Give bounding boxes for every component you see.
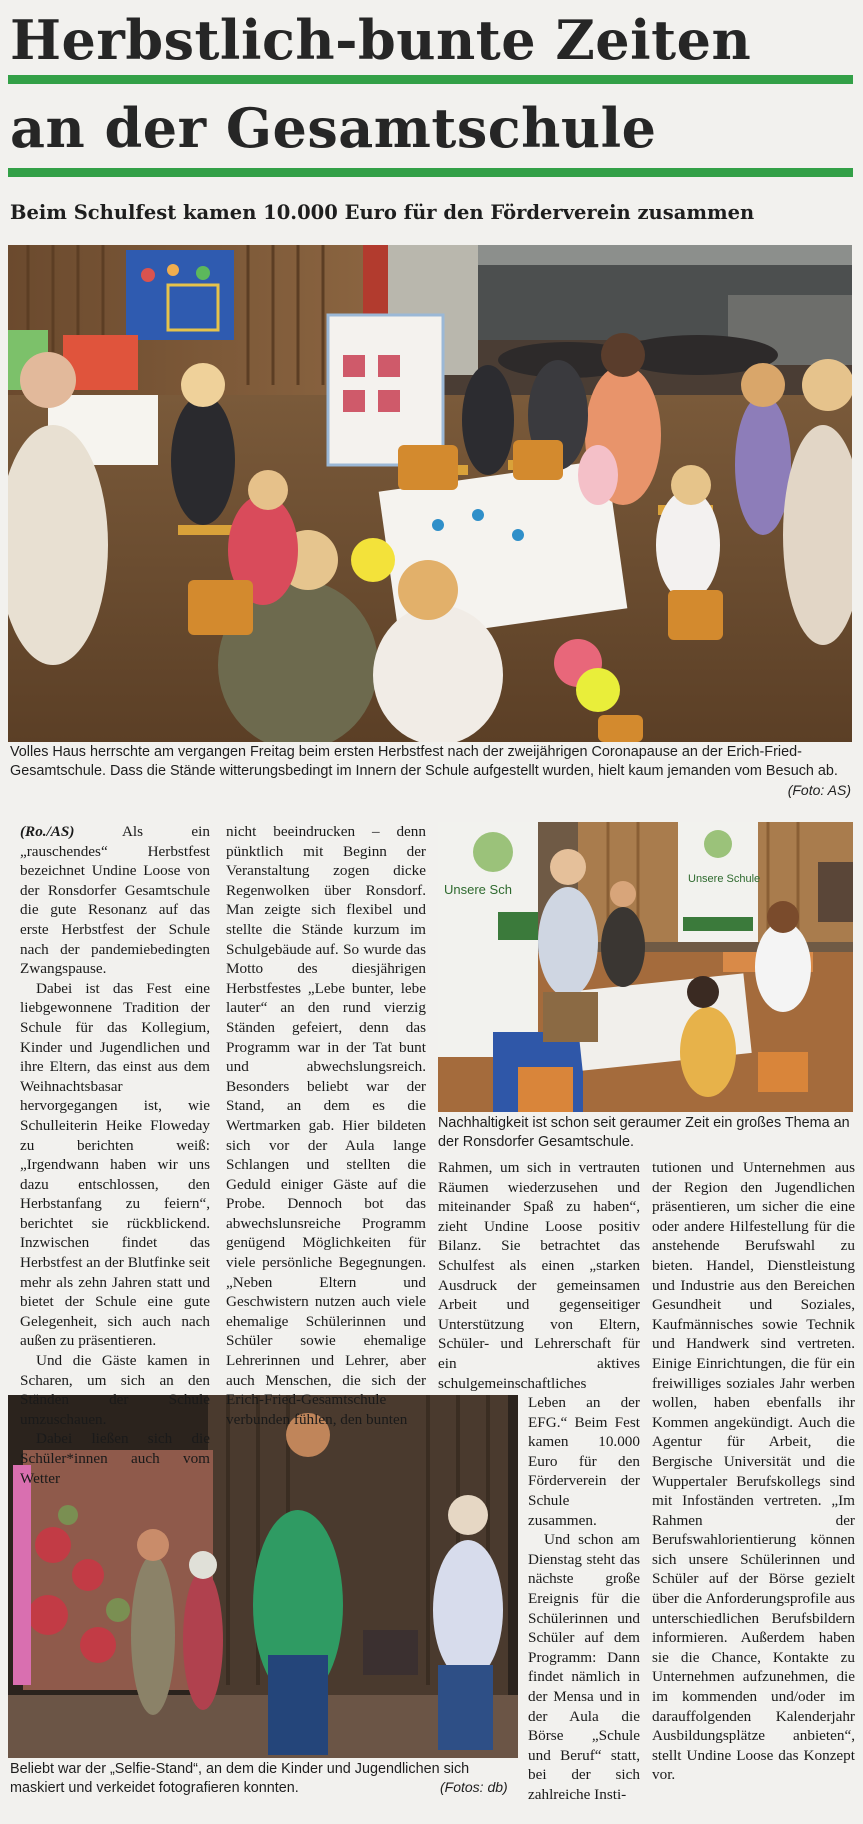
sustainability-stand-image [438,822,853,1112]
photo-festival-hall [8,245,852,742]
headline-line-2: an der Gesamtschule [10,96,657,160]
subheadline: Beim Schulfest kamen 10.000 Euro für den Förderverein zusammen [10,201,755,224]
article-col3-p2: Und schon am Dienstag steht das nächste große Ereignis für die Schülerinnen und Schüler auf dem Programm: Dann findet nämlich in der Mensa und in der Aula die Börse „Schule und Beruf“ statt, bei der sich zahlreiche Insti- [528,1531,640,1803]
article-dateline: (Ro./AS) [20,823,75,840]
article-column-4 [652,1158,855,1785]
article-col1-p4: Dabei ließen sich die Schüler*innen auch vom Wetter [20,1430,210,1487]
article-col1-p1: Als ein „rauschendes“ Herbstfest bezeichnet Undine Loose von der Ronsdorfer Gesamtschule die gute Resonanz auf das erste Herbstfest der Schule nach der pandemiebedingten Zwangspause. [20,823,210,978]
headline-line-1: Herbstlich-bunte Zeiten [10,8,752,72]
photo1-credit: (Foto: AS) [787,782,851,798]
article-col4-p1: tutionen und Unternehmen aus der Region den Jugendlichen präsentieren, um sicher die eine oder andere Hilfestellung für die anstehende Berufswahl zu bieten. Handel, Dienstleistung und Industrie aus den Bereichen Gesundheit und Soziales, Kaufmännisches sowie Technik und Handwerk sind vertreten. Einige Einrichtungen, die für ein freiwilliges soziales Jahr werben wollen, haben ebenfalls ihr Kommen angekündigt. Auch die Agentur für Arbeit, die Bergische Universität und die Wuppertaler Berufskollegs sind mit Infoständen vertreten. „Im Rahmen der Berufswahlorientierung können sich unsere Schülerinnen und Schüler auf der Börse gezielt über die Anforderungsprofile aus unterschiedlichen Berufsbildern informieren. Außerdem haben sie die Chance, Kontakte zu Unternehmen aufzunehmen, die im kommenden und/oder im darauffolgenden Kalenderjahr Ausbildungsplätze anbieten“, stellt Undine Loose das Konzept vor. [652,1159,855,1784]
banner-right-text: Unsere Schule [688,873,761,885]
photo-sustainability-stand [438,822,853,1112]
photo3-credit: (Fotos: db) [440,1779,508,1795]
banner-left-text: Unsere Sch [444,882,512,897]
article-col3-top: Rahmen, um sich in vertrauten Räumen wiederzusehen und miteinander Spaß zu haben“, zieht Undine Loose positiv Bilanz. Sie betrachtet das Schulfest als einen „starken Ausdruck der gemeinsamen Arbeit und gegenseitiger Unterstützung von Eltern, Schüler- und Lehrerschaft für ein aktives schulgemeinschaftliches [438,1159,640,1392]
article-column-3-narrow [528,1393,640,1804]
article-column-1 [20,822,210,1488]
article-col1-p2: Dabei ist das Fest eine liebgewonnene Tradition der Schule für das Kollegium, Kinder und Jugendlichen und ihre Eltern, das einst aus dem Weihnachtsbasar hervorgegangen ist, wie Schulleiterin Heike Floweday zu berichten weiß: „Irgendwann haben wir uns dazu entschlossen, den Herbstanfang zu feiern“, berichtet sie rückblickend. Inzwischen findet das Herbstfest an der Blutfinke seit mehr als zehn Jahren statt und bietet der Schule eine gute Gelegenheit, sich auch nach außen zu präsentieren. [20,979,210,1350]
green-rule-bottom [8,168,853,177]
article-col3-p1: Leben an der EFG.“ Beim Fest kamen 10.000 Euro für den Förderverein der Schule zusammen. [528,1394,640,1529]
photo3-caption: Beliebt war der „Selfie-Stand“, an dem die Kinder und Jugendlichen sich maskiert und verkeidet fotografieren konnten. [10,1761,470,1796]
green-rule-top [8,75,853,84]
article-col1-p3: Und die Gäste kamen in Scharen, um sich an den Ständen der Schule umzuschauen. [20,1352,210,1428]
photo2-caption: Nachhaltigkeit ist schon seit geraumer Zeit ein großes Thema an der Ronsdorfer Gesamtschule. [438,1115,850,1150]
article-col2-p1: nicht beeindrucken – denn pünktlich mit Beginn der Veranstaltung zogen dicke Regenwolken über Ronsdorf. Man zeigte sich flexibel und stellte die Stände kurzum im Schulgebäude auf. So wurde das Motto des diesjährigen Herbstfestes „Lebe bunter, lebe lauter“ an den rund vierzig Ständen gefeiert, denn das Programm war in der Tat bunt und abwechslungsreich. Besonders beliebt war der Stand, an dem es die Wertmarken gab. Hier bildeten sich vor der Aula lange Schlangen und stellten die Geduld einiger Gäste auf die Probe. Dennoch bot das abwechslunsreiche Programm genügend Möglichkeiten für viele persönliche Begegnungen. „Neben Eltern und Geschwistern nutzen auch viele ehemalige Schülerinnen und Schüler sowie ehemalige Lehrerinnen und Lehrer, aber auch Menschen, die sich der Erich-Fried-Gesamtschule verbunden fühlen, den bunten [226,823,426,1428]
article-column-3 [438,1158,640,1393]
festival-hall-image [8,245,852,742]
article-column-2 [226,822,426,1429]
photo1-caption: Volles Haus herrschte am vergangen Freitag beim ersten Herbstfest nach der zweijährigen Coronapause an der Erich-Fried-Gesamtschule. Dass die Stände witterungsbedingt im Innern der Schule aufgestellt wurden, hielt kaum jemanden vom Besuch ab. [10,744,838,779]
